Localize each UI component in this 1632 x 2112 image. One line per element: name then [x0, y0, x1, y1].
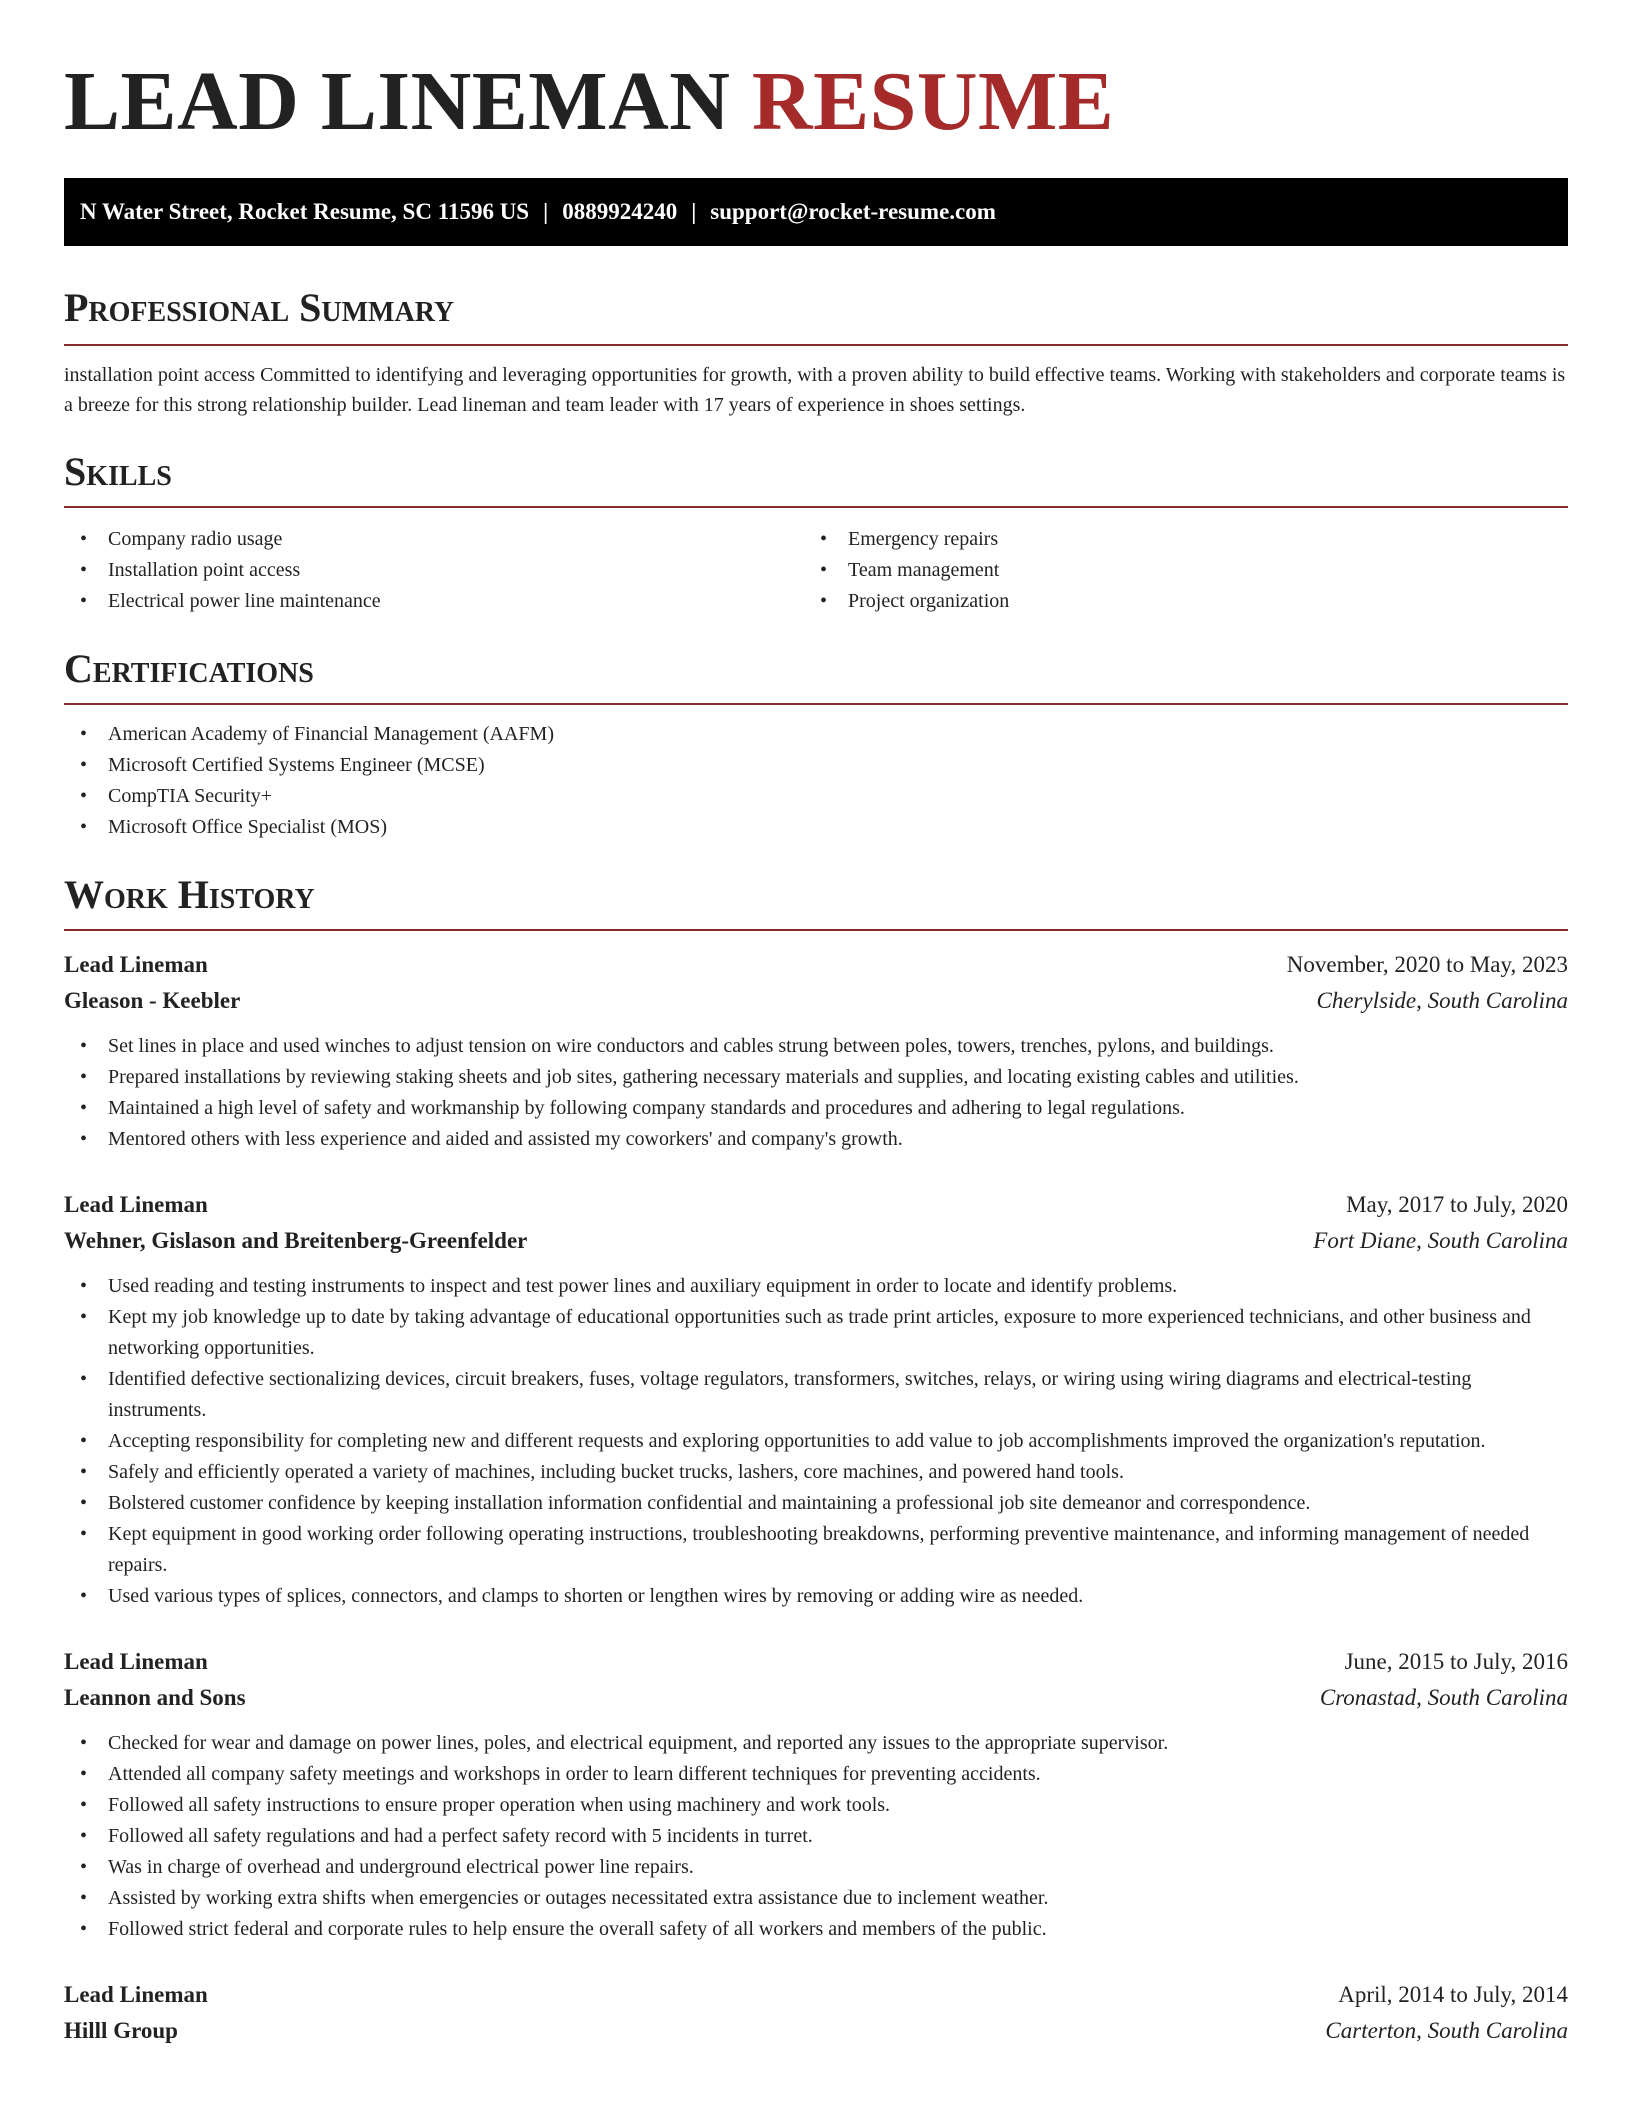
certification-item: • Microsoft Office Specialist (MOS)	[64, 812, 1568, 843]
job-header-row	[64, 1644, 1568, 1680]
job-duty: • Assisted by working extra shifts when emergencies or outages necessitated extra assistance due to inclement weather.	[64, 1883, 1568, 1914]
job-duty: • Attended all company safety meetings and workshops in order to learn different techniques for preventing accidents.	[64, 1759, 1568, 1790]
contact-address: N Water Street, Rocket Resume, SC 11596 US	[80, 199, 530, 224]
job-company: Hilll Group	[64, 2018, 178, 2043]
title-main: LEAD LINEMAN	[64, 55, 731, 148]
job-entry	[64, 1187, 1568, 1612]
job-duty: • Followed all safety instructions to ensure proper operation when using machinery and work tools.	[64, 1790, 1568, 1821]
job-header-row	[64, 1187, 1568, 1223]
job-duty: • Used reading and testing instruments to inspect and test power lines and auxiliary equipment in order to locate and identify problems.	[64, 1271, 1568, 1302]
section-divider	[64, 344, 1568, 346]
job-duty: • Checked for wear and damage on power lines, poles, and electrical equipment, and reported any issues to the appropriate supervisor.	[64, 1728, 1568, 1759]
contact-email[interactable]: support@rocket-resume.com	[710, 199, 996, 224]
job-duty: • Maintained a high level of safety and workmanship by following company standards and procedures and adhering to legal regulations.	[64, 1093, 1568, 1124]
contact-separator: |	[691, 199, 697, 224]
job-company: Leannon and Sons	[64, 1685, 246, 1710]
skills-list-right	[804, 524, 1544, 617]
job-dates: May, 2017 to July, 2020	[1346, 1192, 1568, 1217]
job-dates: June, 2015 to July, 2016	[1344, 1649, 1568, 1674]
skill-item: • Installation point access	[64, 555, 804, 586]
certification-item: • Microsoft Certified Systems Engineer (MCSE)	[64, 750, 1568, 781]
job-duties-list	[64, 1031, 1568, 1155]
section-title-work-history: Work History	[64, 872, 315, 917]
job-duty: • Identified defective sectionalizing devices, circuit breakers, fuses, voltage regulators, transformers, switches, relays, or wiring using wiring diagrams and electrical-testing instruments.	[64, 1364, 1568, 1426]
job-company: Gleason - Keebler	[64, 988, 241, 1013]
job-duty: • Kept my job knowledge up to date by taking advantage of educational opportunities such as trade print articles, exposure to more experienced technicians, and other business and networking opportunities.	[64, 1302, 1568, 1364]
contact-phone[interactable]: 0889924240	[562, 199, 678, 224]
job-location: Cronastad, South Carolina	[1319, 1685, 1568, 1710]
job-duty: • Was in charge of overhead and underground electrical power line repairs.	[64, 1852, 1568, 1883]
section-divider	[64, 929, 1568, 931]
skills-section	[64, 448, 1568, 617]
job-duty: • Safely and efficiently operated a variety of machines, including bucket trucks, lashers, core machines, and powered hand tools.	[64, 1457, 1568, 1488]
resume-title	[64, 0, 1568, 152]
job-company-row	[64, 1680, 1568, 1716]
section-divider	[64, 506, 1568, 508]
certifications-section	[64, 645, 1568, 843]
job-header-row	[64, 1977, 1568, 2013]
contact-bar	[64, 178, 1568, 246]
certification-item: • American Academy of Financial Management (AAFM)	[64, 719, 1568, 750]
work-history-section	[64, 871, 1568, 2049]
job-title: Lead Lineman	[64, 952, 208, 977]
job-company-row	[64, 983, 1568, 1019]
job-entry	[64, 1644, 1568, 1945]
job-title: Lead Lineman	[64, 1649, 208, 1674]
skill-item: • Company radio usage	[64, 524, 804, 555]
job-location: Cherylside, South Carolina	[1316, 988, 1568, 1013]
job-duties-list	[64, 1271, 1568, 1612]
job-entry	[64, 947, 1568, 1155]
summary-section	[64, 284, 1568, 420]
skill-item: • Emergency repairs	[804, 524, 1544, 555]
job-header-row	[64, 947, 1568, 983]
certifications-list	[64, 719, 1568, 843]
job-company-row	[64, 1223, 1568, 1259]
skill-item: • Electrical power line maintenance	[64, 586, 804, 617]
section-title-certifications: Certifications	[64, 646, 314, 691]
job-entry	[64, 1977, 1568, 2049]
section-title-skills: Skills	[64, 449, 172, 494]
certification-item: • CompTIA Security+	[64, 781, 1568, 812]
job-title: Lead Lineman	[64, 1192, 208, 1217]
job-location: Fort Diane, South Carolina	[1313, 1228, 1568, 1253]
job-dates: April, 2014 to July, 2014	[1338, 1982, 1568, 2007]
job-duty: • Prepared installations by reviewing staking sheets and job sites, gathering necessary materials and supplies, and locating existing cables and utilities.	[64, 1062, 1568, 1093]
job-duty: • Bolstered customer confidence by keeping installation information confidential and maintaining a professional job site demeanor and correspondence.	[64, 1488, 1568, 1519]
job-duty: • Kept equipment in good working order following operating instructions, troubleshooting breakdowns, performing preventive maintenance, and informing management of needed repairs.	[64, 1519, 1568, 1581]
job-duty: • Followed strict federal and corporate rules to help ensure the overall safety of all workers and members of the public.	[64, 1914, 1568, 1945]
section-divider	[64, 703, 1568, 705]
job-duty: • Followed all safety regulations and had a perfect safety record with 5 incidents in turret.	[64, 1821, 1568, 1852]
job-company-row	[64, 2013, 1568, 2049]
skill-item: • Team management	[804, 555, 1544, 586]
skills-list-left	[64, 524, 804, 617]
title-accent: RESUME	[751, 55, 1115, 148]
skill-item: • Project organization	[804, 586, 1544, 617]
job-location: Carterton, South Carolina	[1325, 2018, 1568, 2043]
job-duty: • Mentored others with less experience and aided and assisted my coworkers' and company's growth.	[64, 1124, 1568, 1155]
job-duty: • Accepting responsibility for completing new and different requests and exploring opportunities to add value to job accomplishments improved the organization's reputation.	[64, 1426, 1568, 1457]
contact-separator: |	[543, 199, 549, 224]
job-duty: • Used various types of splices, connectors, and clamps to shorten or lengthen wires by removing or adding wire as needed.	[64, 1581, 1568, 1612]
section-title-summary: Professional Summary	[64, 285, 455, 330]
summary-text: installation point access Committed to identifying and leveraging opportunities for growth, with a proven ability to build effective teams. Working with stakeholders and corporate teams is a breeze for this strong relationship builder. Lead lineman and team leader with 17 years of experience in shoes settings.	[64, 364, 1566, 416]
job-company: Wehner, Gislason and Breitenberg-Greenfelder	[64, 1228, 528, 1253]
job-duty: • Set lines in place and used winches to adjust tension on wire conductors and cables strung between poles, towers, trenches, pylons, and buildings.	[64, 1031, 1568, 1062]
job-dates: November, 2020 to May, 2023	[1286, 952, 1568, 977]
skills-grid	[64, 524, 1568, 617]
job-duties-list	[64, 1728, 1568, 1945]
job-title: Lead Lineman	[64, 1982, 208, 2007]
